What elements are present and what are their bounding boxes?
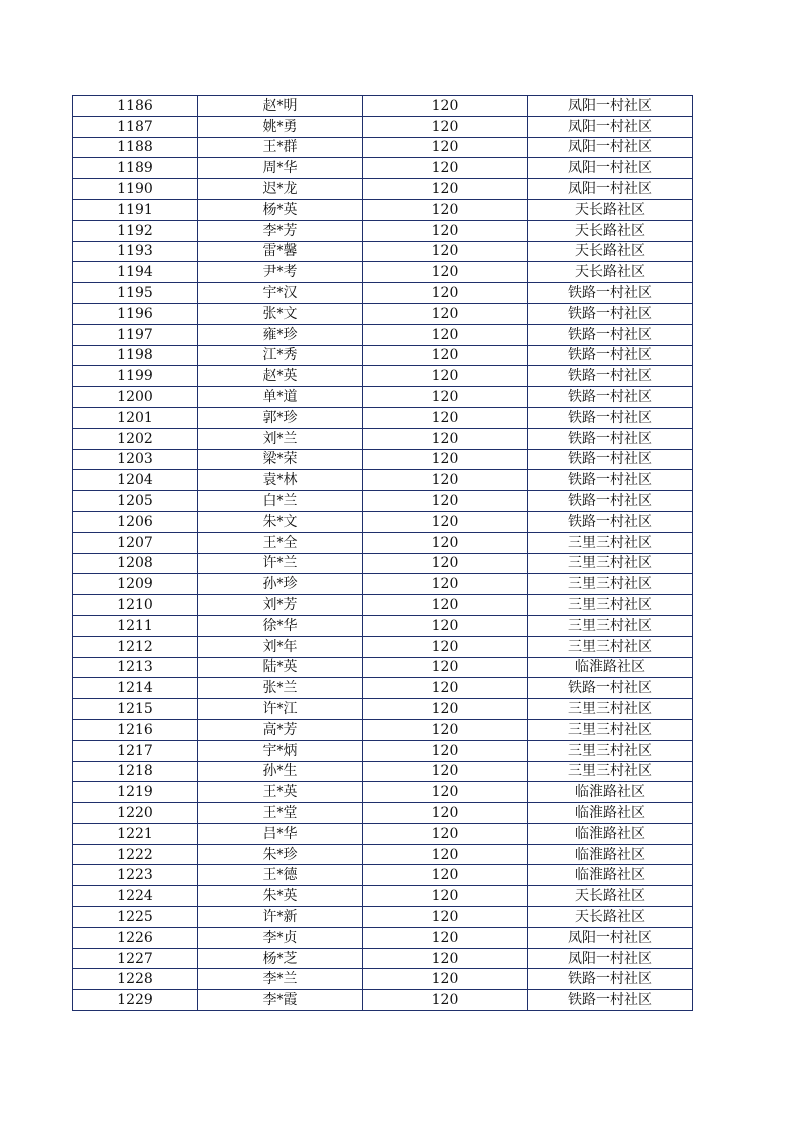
community-cell: 铁路一村社区 (528, 969, 693, 990)
community-cell: 临淮路社区 (528, 823, 693, 844)
table-row (73, 636, 693, 657)
amount-cell: 120 (363, 969, 528, 990)
community-cell: 凤阳一村社区 (528, 948, 693, 969)
table-row (73, 262, 693, 283)
name-cell: 单*道 (198, 387, 363, 408)
community-cell: 铁路一村社区 (528, 678, 693, 699)
amount-cell: 120 (363, 948, 528, 969)
table-row (73, 595, 693, 616)
row-number-cell: 1228 (73, 969, 198, 990)
amount-cell: 120 (363, 615, 528, 636)
name-cell: 刘*年 (198, 636, 363, 657)
table-row (73, 740, 693, 761)
table-row (73, 574, 693, 595)
table-row (73, 491, 693, 512)
row-number-cell: 1195 (73, 283, 198, 304)
community-cell: 三里三村社区 (528, 761, 693, 782)
table-row (73, 657, 693, 678)
row-number-cell: 1227 (73, 948, 198, 969)
row-number-cell: 1220 (73, 803, 198, 824)
row-number-cell: 1222 (73, 844, 198, 865)
name-cell: 许*新 (198, 907, 363, 928)
community-cell: 三里三村社区 (528, 636, 693, 657)
table-row (73, 803, 693, 824)
name-cell: 王*全 (198, 532, 363, 553)
row-number-cell: 1188 (73, 137, 198, 158)
name-cell: 李*兰 (198, 969, 363, 990)
name-cell: 朱*文 (198, 511, 363, 532)
community-cell: 临淮路社区 (528, 782, 693, 803)
row-number-cell: 1194 (73, 262, 198, 283)
table-row (73, 511, 693, 532)
name-cell: 江*秀 (198, 345, 363, 366)
community-cell: 三里三村社区 (528, 595, 693, 616)
community-cell: 铁路一村社区 (528, 470, 693, 491)
row-number-cell: 1211 (73, 615, 198, 636)
table-row (73, 782, 693, 803)
name-cell: 姚*勇 (198, 116, 363, 137)
community-cell: 三里三村社区 (528, 532, 693, 553)
community-cell: 三里三村社区 (528, 719, 693, 740)
community-cell: 铁路一村社区 (528, 511, 693, 532)
table-row (73, 179, 693, 200)
table-row (73, 553, 693, 574)
amount-cell: 120 (363, 199, 528, 220)
amount-cell: 120 (363, 803, 528, 824)
row-number-cell: 1214 (73, 678, 198, 699)
name-cell: 袁*林 (198, 470, 363, 491)
table-row (73, 116, 693, 137)
amount-cell: 120 (363, 324, 528, 345)
table-row (73, 719, 693, 740)
name-cell: 迟*龙 (198, 179, 363, 200)
table-row (73, 324, 693, 345)
amount-cell: 120 (363, 990, 528, 1011)
community-cell: 铁路一村社区 (528, 283, 693, 304)
community-cell: 铁路一村社区 (528, 990, 693, 1011)
amount-cell: 120 (363, 782, 528, 803)
row-number-cell: 1219 (73, 782, 198, 803)
name-cell: 宇*炳 (198, 740, 363, 761)
community-cell: 凤阳一村社区 (528, 96, 693, 117)
name-cell: 张*兰 (198, 678, 363, 699)
community-cell: 铁路一村社区 (528, 407, 693, 428)
amount-cell: 120 (363, 96, 528, 117)
table-row (73, 345, 693, 366)
community-cell: 铁路一村社区 (528, 428, 693, 449)
community-cell: 凤阳一村社区 (528, 179, 693, 200)
row-number-cell: 1208 (73, 553, 198, 574)
name-cell: 高*芳 (198, 719, 363, 740)
amount-cell: 120 (363, 886, 528, 907)
amount-cell: 120 (363, 220, 528, 241)
amount-cell: 120 (363, 657, 528, 678)
community-cell: 铁路一村社区 (528, 324, 693, 345)
table-row (73, 927, 693, 948)
table-row (73, 303, 693, 324)
row-number-cell: 1226 (73, 927, 198, 948)
name-cell: 张*文 (198, 303, 363, 324)
community-cell: 临淮路社区 (528, 844, 693, 865)
row-number-cell: 1200 (73, 387, 198, 408)
amount-cell: 120 (363, 137, 528, 158)
row-number-cell: 1224 (73, 886, 198, 907)
amount-cell: 120 (363, 116, 528, 137)
amount-cell: 120 (363, 511, 528, 532)
table-row (73, 886, 693, 907)
amount-cell: 120 (363, 532, 528, 553)
row-number-cell: 1225 (73, 907, 198, 928)
table-row (73, 907, 693, 928)
row-number-cell: 1221 (73, 823, 198, 844)
row-number-cell: 1212 (73, 636, 198, 657)
table-row (73, 366, 693, 387)
amount-cell: 120 (363, 844, 528, 865)
community-cell: 天长路社区 (528, 220, 693, 241)
table-row (73, 137, 693, 158)
row-number-cell: 1229 (73, 990, 198, 1011)
row-number-cell: 1193 (73, 241, 198, 262)
community-cell: 铁路一村社区 (528, 345, 693, 366)
table-row (73, 158, 693, 179)
name-cell: 杨*芝 (198, 948, 363, 969)
community-cell: 铁路一村社区 (528, 491, 693, 512)
name-cell: 宇*汉 (198, 283, 363, 304)
community-cell: 凤阳一村社区 (528, 158, 693, 179)
name-cell: 孙*生 (198, 761, 363, 782)
row-number-cell: 1217 (73, 740, 198, 761)
community-cell: 铁路一村社区 (528, 387, 693, 408)
row-number-cell: 1196 (73, 303, 198, 324)
community-cell: 临淮路社区 (528, 865, 693, 886)
amount-cell: 120 (363, 470, 528, 491)
name-cell: 赵*英 (198, 366, 363, 387)
row-number-cell: 1204 (73, 470, 198, 491)
table-row (73, 283, 693, 304)
community-cell: 临淮路社区 (528, 657, 693, 678)
amount-cell: 120 (363, 158, 528, 179)
row-number-cell: 1216 (73, 719, 198, 740)
row-number-cell: 1190 (73, 179, 198, 200)
amount-cell: 120 (363, 823, 528, 844)
community-cell: 临淮路社区 (528, 803, 693, 824)
table-row (73, 449, 693, 470)
community-cell: 凤阳一村社区 (528, 137, 693, 158)
name-cell: 王*堂 (198, 803, 363, 824)
name-cell: 王*英 (198, 782, 363, 803)
name-cell: 王*德 (198, 865, 363, 886)
amount-cell: 120 (363, 907, 528, 928)
row-number-cell: 1223 (73, 865, 198, 886)
amount-cell: 120 (363, 636, 528, 657)
table-row (73, 865, 693, 886)
name-cell: 李*贞 (198, 927, 363, 948)
name-cell: 赵*明 (198, 96, 363, 117)
amount-cell: 120 (363, 345, 528, 366)
amount-cell: 120 (363, 407, 528, 428)
community-cell: 天长路社区 (528, 886, 693, 907)
name-cell: 李*霞 (198, 990, 363, 1011)
amount-cell: 120 (363, 553, 528, 574)
table-row (73, 969, 693, 990)
table-row (73, 199, 693, 220)
amount-cell: 120 (363, 428, 528, 449)
amount-cell: 120 (363, 387, 528, 408)
amount-cell: 120 (363, 449, 528, 470)
table-row (73, 948, 693, 969)
roster-table (72, 95, 693, 1011)
table-row (73, 615, 693, 636)
community-cell: 三里三村社区 (528, 574, 693, 595)
name-cell: 郭*珍 (198, 407, 363, 428)
community-cell: 三里三村社区 (528, 553, 693, 574)
name-cell: 尹*考 (198, 262, 363, 283)
row-number-cell: 1197 (73, 324, 198, 345)
amount-cell: 120 (363, 927, 528, 948)
row-number-cell: 1207 (73, 532, 198, 553)
community-cell: 三里三村社区 (528, 740, 693, 761)
amount-cell: 120 (363, 865, 528, 886)
table-row (73, 990, 693, 1011)
row-number-cell: 1206 (73, 511, 198, 532)
table-row (73, 699, 693, 720)
amount-cell: 120 (363, 740, 528, 761)
row-number-cell: 1191 (73, 199, 198, 220)
name-cell: 周*华 (198, 158, 363, 179)
name-cell: 朱*英 (198, 886, 363, 907)
name-cell: 吕*华 (198, 823, 363, 844)
amount-cell: 120 (363, 699, 528, 720)
amount-cell: 120 (363, 574, 528, 595)
community-cell: 三里三村社区 (528, 699, 693, 720)
table-row (73, 678, 693, 699)
row-number-cell: 1201 (73, 407, 198, 428)
name-cell: 徐*华 (198, 615, 363, 636)
name-cell: 陆*英 (198, 657, 363, 678)
row-number-cell: 1205 (73, 491, 198, 512)
name-cell: 梁*荣 (198, 449, 363, 470)
name-cell: 孙*珍 (198, 574, 363, 595)
community-cell: 天长路社区 (528, 241, 693, 262)
community-cell: 凤阳一村社区 (528, 927, 693, 948)
amount-cell: 120 (363, 491, 528, 512)
amount-cell: 120 (363, 719, 528, 740)
name-cell: 刘*芳 (198, 595, 363, 616)
amount-cell: 120 (363, 241, 528, 262)
name-cell: 李*芳 (198, 220, 363, 241)
row-number-cell: 1210 (73, 595, 198, 616)
row-number-cell: 1213 (73, 657, 198, 678)
name-cell: 朱*珍 (198, 844, 363, 865)
row-number-cell: 1215 (73, 699, 198, 720)
table-row (73, 761, 693, 782)
table-row (73, 823, 693, 844)
community-cell: 铁路一村社区 (528, 303, 693, 324)
row-number-cell: 1198 (73, 345, 198, 366)
amount-cell: 120 (363, 283, 528, 304)
row-number-cell: 1186 (73, 96, 198, 117)
table-row (73, 844, 693, 865)
name-cell: 许*江 (198, 699, 363, 720)
community-cell: 天长路社区 (528, 199, 693, 220)
row-number-cell: 1192 (73, 220, 198, 241)
community-cell: 铁路一村社区 (528, 449, 693, 470)
name-cell: 雍*珍 (198, 324, 363, 345)
row-number-cell: 1187 (73, 116, 198, 137)
table-row (73, 470, 693, 491)
amount-cell: 120 (363, 366, 528, 387)
table-row (73, 407, 693, 428)
row-number-cell: 1209 (73, 574, 198, 595)
row-number-cell: 1202 (73, 428, 198, 449)
name-cell: 雷*馨 (198, 241, 363, 262)
roster-table-body (73, 96, 693, 1011)
name-cell: 许*兰 (198, 553, 363, 574)
amount-cell: 120 (363, 303, 528, 324)
table-row (73, 96, 693, 117)
row-number-cell: 1203 (73, 449, 198, 470)
row-number-cell: 1218 (73, 761, 198, 782)
table-row (73, 532, 693, 553)
name-cell: 王*群 (198, 137, 363, 158)
amount-cell: 120 (363, 678, 528, 699)
name-cell: 刘*兰 (198, 428, 363, 449)
community-cell: 三里三村社区 (528, 615, 693, 636)
row-number-cell: 1189 (73, 158, 198, 179)
name-cell: 杨*英 (198, 199, 363, 220)
amount-cell: 120 (363, 761, 528, 782)
community-cell: 凤阳一村社区 (528, 116, 693, 137)
community-cell: 天长路社区 (528, 262, 693, 283)
name-cell: 白*兰 (198, 491, 363, 512)
amount-cell: 120 (363, 262, 528, 283)
amount-cell: 120 (363, 595, 528, 616)
community-cell: 天长路社区 (528, 907, 693, 928)
table-row (73, 428, 693, 449)
amount-cell: 120 (363, 179, 528, 200)
row-number-cell: 1199 (73, 366, 198, 387)
community-cell: 铁路一村社区 (528, 366, 693, 387)
table-row (73, 220, 693, 241)
table-row (73, 241, 693, 262)
table-row (73, 387, 693, 408)
